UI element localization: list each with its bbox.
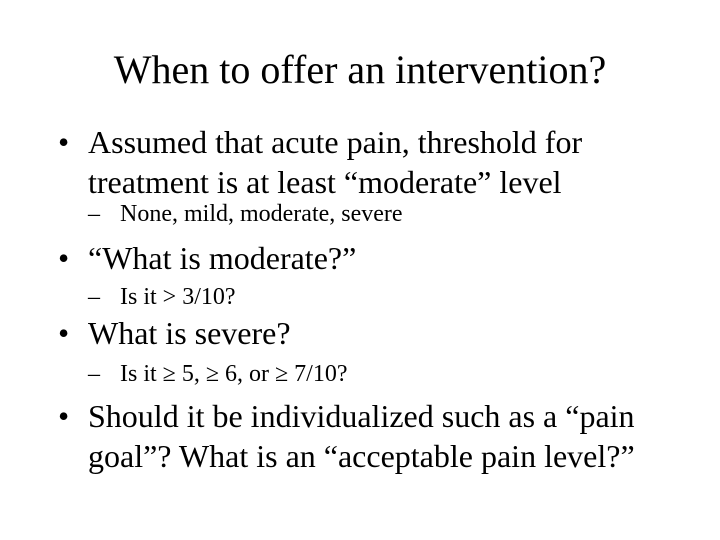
bullet-text [88, 122, 708, 202]
bullet-marker: • [58, 240, 70, 276]
bullet-line: “What is moderate?” [88, 240, 357, 276]
subbullet-text: Is it > 3/10? [120, 284, 236, 310]
subbullet-marker: – [88, 284, 100, 310]
bullet-text [88, 396, 708, 476]
subbullet-marker: – [88, 361, 100, 387]
bullet-text [88, 238, 708, 278]
bullet-line: treatment is at least “moderate” level [88, 164, 562, 200]
subbullet-marker: – [88, 201, 100, 227]
bullet-line: Should it be individualized such as a “pain [88, 398, 635, 434]
bullet-marker: • [58, 315, 70, 351]
bullet-text [88, 313, 708, 353]
bullet-line: What is severe? [88, 315, 291, 351]
subbullet-text: Is it ≥ 5, ≥ 6, or ≥ 7/10? [120, 361, 348, 387]
bullet-line: Assumed that acute pain, threshold for [88, 124, 583, 160]
bullet-line: goal”? What is an “acceptable pain level?” [88, 438, 635, 474]
subbullet-text: None, mild, moderate, severe [120, 201, 403, 227]
bullet-marker: • [58, 124, 70, 160]
bullet-marker: • [58, 398, 70, 434]
slide-title: When to offer an intervention? [113, 47, 607, 92]
